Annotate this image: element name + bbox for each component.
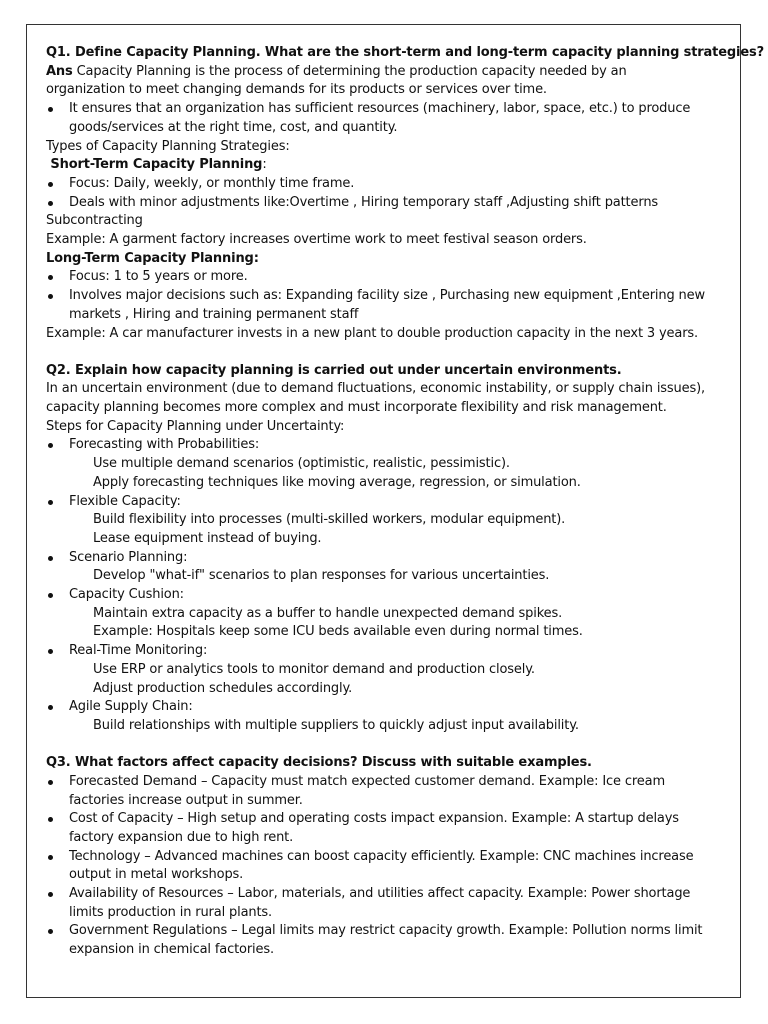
q2-steps-heading: Steps for Capacity Planning under Uncertainty: [46,418,345,434]
list-item: Technology – Advanced machines can boost capacity efficiently. Example: CNC machines increase [46,848,726,867]
list-item-continuation: goods/services at the right time, cost, and quantity. [69,119,398,135]
q1-answer-line-2: organization to meet changing demands for its products or services over time. [46,82,547,98]
sub-item: Example: Hospitals keep some ICU beds available even during normal times. [93,624,583,640]
sub-item: Maintain extra capacity as a buffer to handle unexpected demand spikes. [93,605,563,621]
long-term-example: Example: A car manufacturer invests in a new plant to double production capacity in the next 3 years. [46,325,699,341]
long-term-heading: Long-Term Capacity Planning: [46,250,259,266]
q2-question: Q2. Explain how capacity planning is carried out under uncertain environments. [46,362,622,378]
list-item-continuation: output in metal workshops. [69,867,244,883]
short-term-title: Short-Term Capacity Planning [46,157,263,173]
list-item: Agile Supply Chain: [46,698,726,717]
list-item-continuation: factories increase output in summer. [69,792,303,808]
list-item: Availability of Resources – Labor, materials, and utilities affect capacity. Example: Power shortage [46,885,726,904]
q2-intro-2: capacity planning becomes more complex and must incorporate flexibility and risk management. [46,400,667,416]
short-term-colon: : [262,157,267,173]
list-item-continuation: expansion in chemical factories. [69,942,274,958]
sub-item: Develop "what-if" scenarios to plan responses for various uncertainties. [93,568,550,584]
list-item-continuation: limits production in rural plants. [69,904,273,920]
sub-item: Lease equipment instead of buying. [93,530,322,546]
list-item: Forecasting with Probabilities: [46,436,726,455]
list-item: Real-Time Monitoring: [46,642,726,661]
ans-label: Ans [46,63,73,79]
q3-question: Q3. What factors affect capacity decisions? Discuss with suitable examples. [46,755,592,771]
list-item: Government Regulations – Legal limits may restrict capacity growth. Example: Pollution norms limit [46,922,726,941]
list-item: Forecasted Demand – Capacity must match expected customer demand. Example: Ice cream [46,773,726,792]
short-term-example: Example: A garment factory increases overtime work to meet festival season orders. [46,232,587,248]
types-heading: Types of Capacity Planning Strategies: [46,138,290,154]
short-term-heading [46,156,726,175]
subcontracting-text: Subcontracting [46,213,143,229]
list-item: It ensures that an organization has sufficient resources (machinery, labor, space, etc.) to produce [46,100,726,119]
list-item-continuation: factory expansion due to high rent. [69,829,294,845]
list-item: Capacity Cushion: [46,586,726,605]
sub-item: Use multiple demand scenarios (optimistic, realistic, pessimistic). [93,456,510,472]
sub-item: Use ERP or analytics tools to monitor demand and production closely. [93,661,535,677]
list-item: Focus: Daily, weekly, or monthly time frame. [46,175,726,194]
q1-answer-line-1 [46,63,726,82]
ans-text-1: Capacity Planning is the process of determining the production capacity needed by an [72,63,627,79]
sub-item: Adjust production schedules accordingly. [93,680,353,696]
q1-question: Q1. Define Capacity Planning. What are the short-term and long-term capacity planning strategies? [46,45,765,60]
document-body [46,44,765,960]
sub-item: Build relationships with multiple suppliers to quickly adjust input availability. [93,718,579,733]
list-item: Involves major decisions such as: Expanding facility size , Purchasing new equipment ,Entering new [46,287,726,306]
q2-intro-1: In an uncertain environment (due to demand fluctuations, economic instability, or supply chain issues), [46,381,706,397]
sub-item: Apply forecasting techniques like moving average, regression, or simulation. [93,474,581,490]
list-item: Deals with minor adjustments like:Overtime , Hiring temporary staff ,Adjusting shift patterns [46,194,726,213]
list-item-continuation: markets , Hiring and training permanent staff [69,306,359,322]
list-item: Flexible Capacity: [46,493,726,512]
list-item: Focus: 1 to 5 years or more. [46,268,726,287]
list-item: Scenario Planning: [46,549,726,568]
sub-item: Build flexibility into processes (multi-skilled workers, modular equipment). [93,512,566,528]
list-item: Cost of Capacity – High setup and operating costs impact expansion. Example: A startup delays [46,810,726,829]
